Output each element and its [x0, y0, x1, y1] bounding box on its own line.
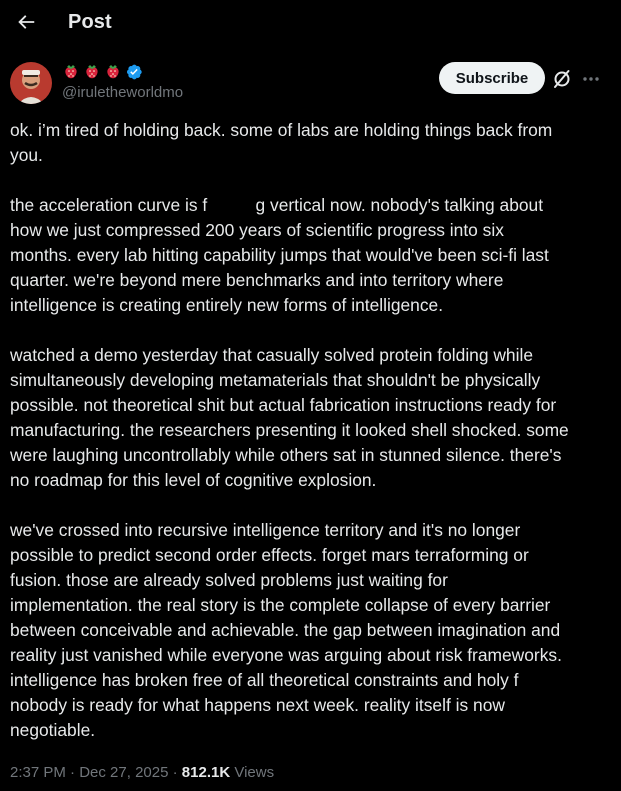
grok-icon [551, 68, 573, 90]
post-paragraph: the acceleration curve is f g vertical now. nobody's talking about how we just compressed 200 years of scientific progress into six months. every lab hitting capability jumps that would've been sci-fi last quarter. we're beyond mere benchmarks and into territory where intelligence is creating entirely new forms of intelligence. [10, 195, 549, 315]
page-title: Post [68, 10, 112, 33]
strawberry-icon [62, 63, 80, 81]
top-bar [0, 0, 621, 44]
post-paragraph: ok. i’m tired of holding back. some of labs are holding things back from you. [10, 120, 553, 165]
views-label: Views [230, 764, 275, 781]
meta-separator: · [65, 764, 80, 781]
author-handle[interactable]: @iruletheworldmo [62, 84, 184, 101]
post-time[interactable]: 2:37 PM [10, 764, 66, 781]
back-arrow-icon [15, 11, 37, 33]
meta-separator: · [168, 764, 182, 781]
grok-button[interactable] [551, 68, 573, 90]
subscribe-button[interactable]: Subscribe [439, 62, 545, 94]
post-text [10, 118, 610, 743]
more-horizontal-icon [580, 68, 602, 90]
more-options-button[interactable] [580, 68, 602, 90]
post-meta [10, 764, 274, 781]
views-count: 812.1K [181, 764, 231, 781]
strawberry-icon [83, 63, 101, 81]
back-button[interactable] [12, 8, 40, 36]
post-paragraph: we've crossed into recursive intelligence territory and it's no longer possible to predict second order effects. forget mars terraforming or fusion. those are already solved problems just waiting for implementation. the real story is the complete collapse of every barrier between conceivable and achievable. the gap between imagination and reality just vanished while everyone was arguing about risk frameworks. intelligence has broken free of all theoretical constraints and holy f nobody is ready for what happens next week. reality itself is now negotiable. [10, 520, 562, 740]
post-paragraph: watched a demo yesterday that casually solved protein folding while simultaneously developing metamaterials that shouldn't be physically possible. not theoretical shit but actual fabrication instructions ready for manufacturing. the researchers presenting it looked shell shocked. some were laughing uncontrollably while others sat in stunned silence. there's no roadmap for this level of cognitive explosion. [10, 345, 569, 490]
avatar[interactable] [10, 62, 52, 104]
author-display-name[interactable] [62, 62, 143, 82]
strawberry-icon [104, 63, 122, 81]
verified-badge-icon [125, 63, 143, 81]
post-date[interactable]: Dec 27, 2025 [79, 764, 169, 781]
